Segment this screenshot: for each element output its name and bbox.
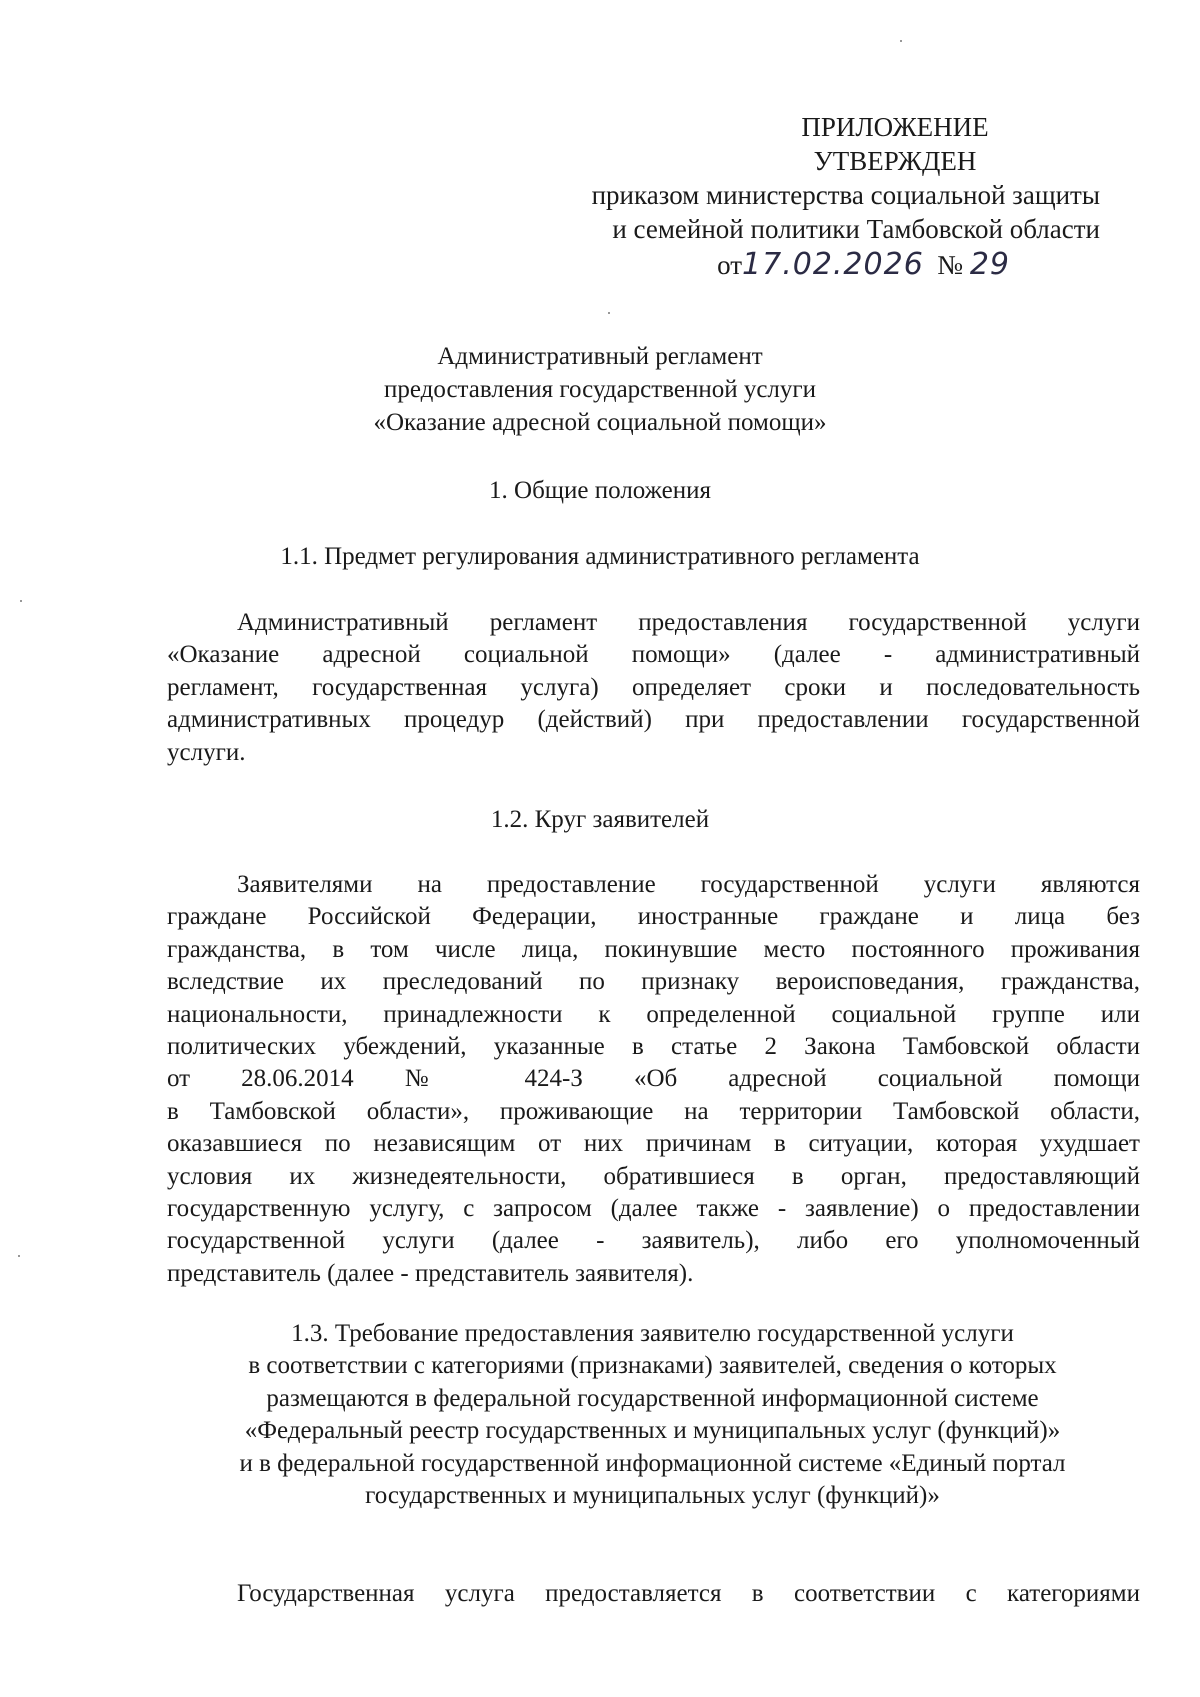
- document-title: [0, 340, 1200, 439]
- subsection-1-2-heading: 1.2. Круг заявителей: [490, 806, 710, 833]
- order-date-line: [540, 248, 1100, 282]
- approval-block: [540, 110, 1100, 282]
- paragraph-line: граждане Российской Федерации, иностранные граждане и лица без: [167, 903, 1140, 931]
- heading-line: государственных и муниципальных услуг (функций)»: [365, 1482, 940, 1510]
- paragraph-line: Государственная услуга предоставляется в соответствии с категориями: [237, 1580, 1140, 1607]
- heading-line: и в федеральной государственной информационной системе «Единый портал: [239, 1449, 1066, 1477]
- heading-line: размещаются в федеральной государственной информационной системе: [266, 1384, 1039, 1412]
- title-line-1: Административный регламент: [437, 343, 763, 370]
- handwritten-number: 29: [969, 247, 1010, 282]
- subsection-1-1-heading: 1.1. Предмет регулирования административного регламента: [280, 543, 920, 570]
- paragraph-line: государственную услугу, с запросом (далее также - заявление) о предоставлении: [167, 1195, 1140, 1223]
- paragraph-line: вследствие их преследований по признаку вероисповедания, гражданства,: [167, 968, 1140, 996]
- appendix-label: ПРИЛОЖЕНИЕ: [801, 112, 989, 142]
- paragraph-line: «Оказание адресной социальной помощи» (далее - административный: [167, 641, 1140, 669]
- paragraph-line: административных процедур (действий) при предоставлении государственной: [167, 706, 1140, 734]
- handwritten-date: 17.02.2026: [742, 247, 924, 282]
- paragraph-line: услуги.: [167, 738, 246, 766]
- paragraph-line: гражданства, в том числе лица, покинувшие место постоянного проживания: [167, 935, 1140, 963]
- subsection-1-3-paragraph: [167, 1578, 1140, 1610]
- scan-speck: [20, 600, 22, 602]
- date-prefix: от: [717, 250, 743, 280]
- paragraph-line: в Тамбовской области», проживающие на территории Тамбовской области,: [167, 1097, 1140, 1125]
- subsection-1-2-paragraph: [167, 869, 1140, 1290]
- order-line-2: и семейной политики Тамбовской области: [612, 214, 1100, 244]
- paragraph-line: оказавшиеся по независящим от них причинам в ситуации, которая ухудшает: [167, 1130, 1140, 1158]
- subsection-1-1-paragraph: [167, 607, 1140, 769]
- paragraph-line: регламент, государственная услуга) определяет сроки и последовательность: [167, 673, 1140, 701]
- number-prefix: №: [937, 250, 964, 280]
- scan-speck: [900, 40, 902, 42]
- heading-line: 1.3. Требование предоставления заявителю государственной услуги: [291, 1320, 1014, 1347]
- heading-line: «Федеральный реестр государственных и муниципальных услуг (функций)»: [244, 1417, 1061, 1445]
- paragraph-line: от 28.06.2014 № 424-З «Об адресной социальной помощи: [167, 1065, 1140, 1093]
- scan-speck: [608, 312, 610, 314]
- heading-line: в соответствии с категориями (признаками) заявителей, сведения о которых: [248, 1352, 1057, 1380]
- paragraph-line: национальности, принадлежности к определенной социальной группе или: [167, 1000, 1140, 1028]
- section-1-heading: 1. Общие положения: [489, 477, 711, 504]
- scan-speck: [18, 1255, 20, 1257]
- paragraph-line: политических убеждений, указанные в статье 2 Закона Тамбовской области: [167, 1033, 1140, 1061]
- title-line-3: «Оказание адресной социальной помощи»: [373, 409, 827, 436]
- subsection-1-3-heading: [160, 1318, 1145, 1512]
- approved-label: УТВЕРЖДЕН: [813, 146, 977, 176]
- title-line-2: предоставления государственной услуги: [383, 376, 817, 403]
- order-line-1: приказом министерства социальной защиты: [591, 180, 1100, 210]
- paragraph-line: представитель (далее - представитель заявителя).: [167, 1259, 694, 1287]
- paragraph-line: Административный регламент предоставления государственной услуги: [237, 609, 1140, 636]
- paragraph-line: Заявителями на предоставление государственной услуги являются: [237, 871, 1140, 898]
- paragraph-line: государственной услуги (далее - заявитель), либо его уполномоченный: [167, 1227, 1140, 1255]
- paragraph-line: условия их жизнедеятельности, обратившиеся в орган, предоставляющий: [167, 1162, 1140, 1190]
